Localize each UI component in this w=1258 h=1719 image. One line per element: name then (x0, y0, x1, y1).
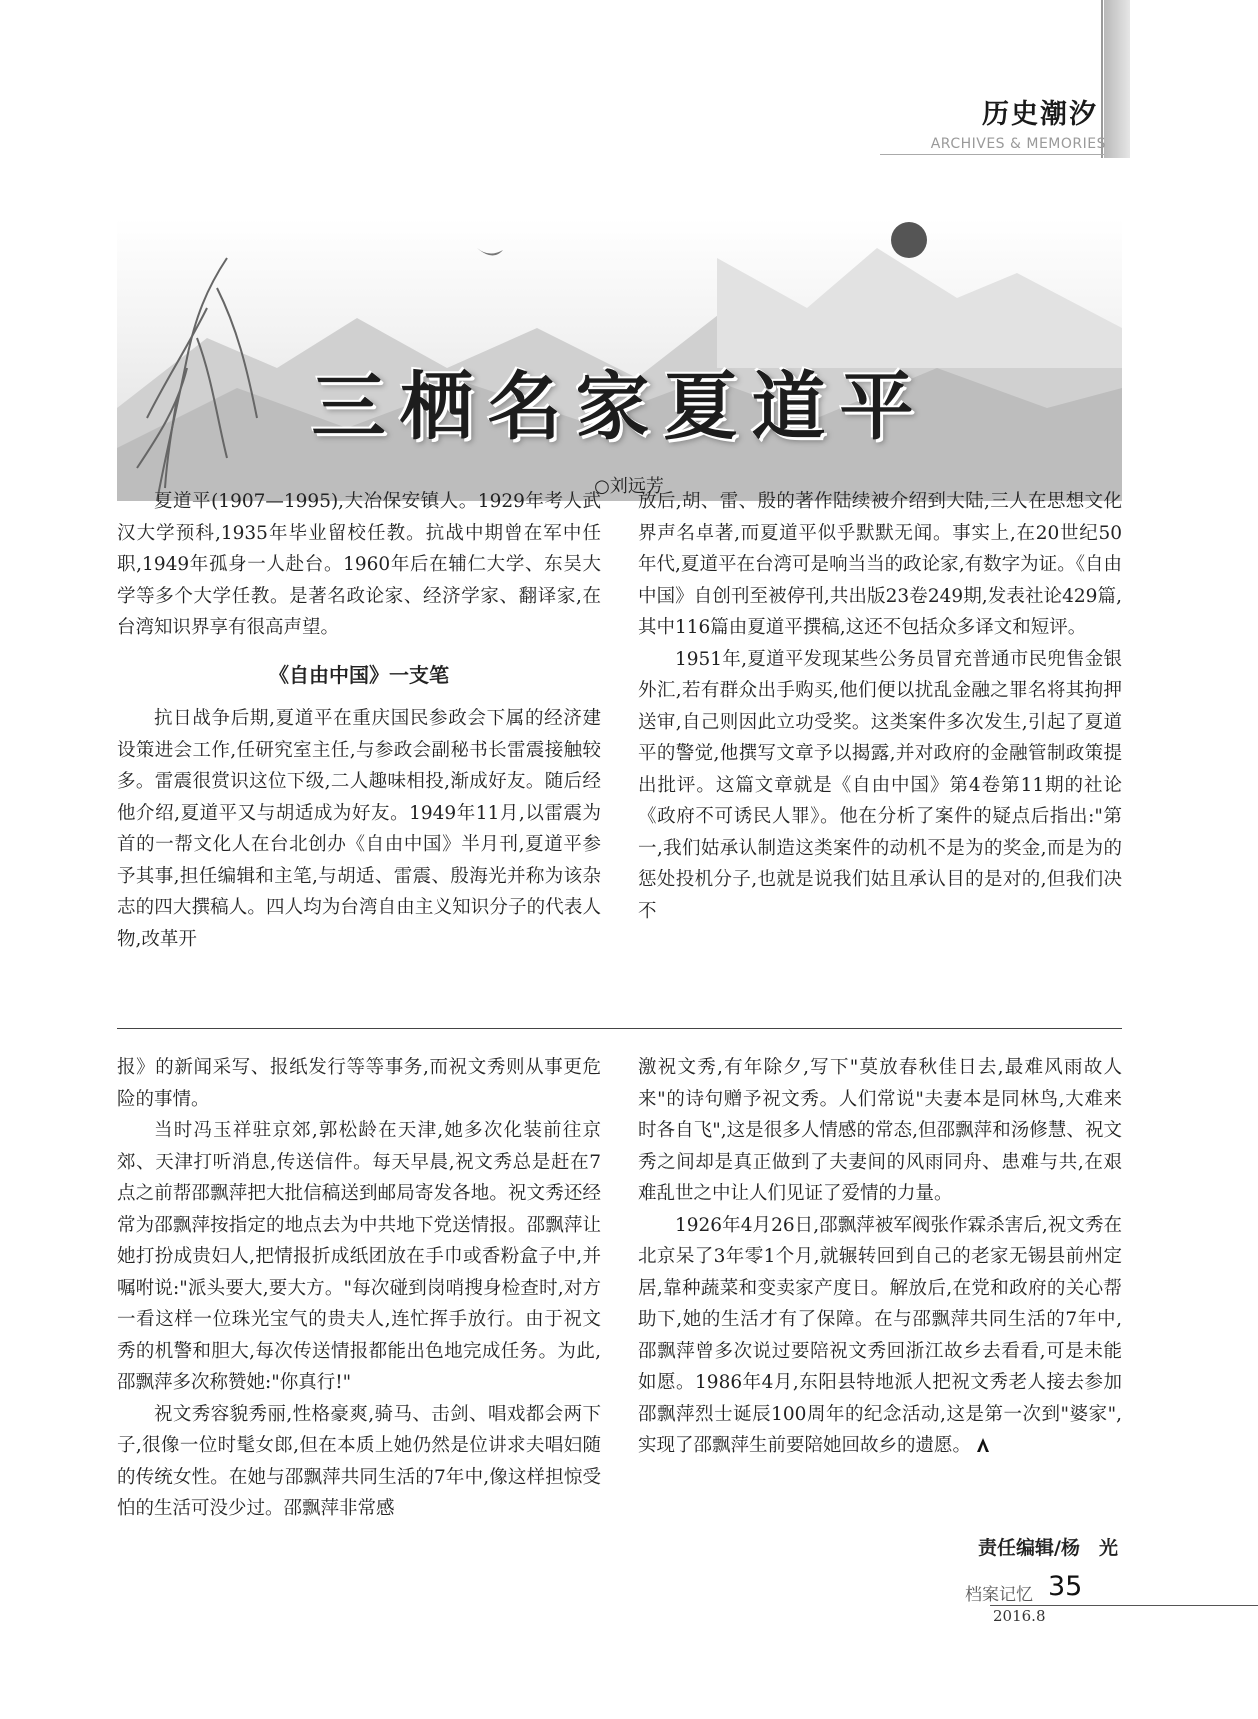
editor-credit: 责任编辑/杨 光 (978, 1537, 1118, 1559)
bottom-left-column (117, 1052, 601, 1525)
paragraph-text: 1926年4月26日,邵飘萍被军阀张作霖杀害后,祝文秀在北京呆了3年零1个月,就辗转回到自己的老家无锡县前州定居,靠种蔬菜和变卖家产度日。解放后,在党和政府的关心帮助下,她的生活才有了保障。在与邵飘萍共同生活的7年中,邵飘萍曾多次说过要陪祝文秀回浙江故乡去看看,可是未能如愿。1986年4月,东阳县特地派人把祝文秀老人接去参加邵飘萍烈士诞辰100周年的纪念活动,这是第一次到"婆家",实现了邵飘萍生前要陪她回故乡的遗愿。 (638, 1214, 1122, 1456)
issue-date: 2016.8 (993, 1607, 1046, 1625)
section-subhead: 《自由中国》一支笔 (269, 662, 449, 687)
top-right-column (638, 486, 1122, 927)
paragraph: 放后,胡、雷、殷的著作陆续被介绍到大陆,三人在思想文化界声名卓著,而夏道平似乎默默无闻。事实上,在20世纪50年代,夏道平在台湾可是响当当的政论家,有数字为证。《自由中国》自创刊至被停刊,共出版23卷249期,发表社论429篇,其中116篇由夏道平撰稿,这还不包括众多译文和短评。 (638, 491, 1122, 638)
column-divider-rule (117, 1028, 1122, 1029)
paragraph: 激祝文秀,有年除夕,写下"莫放春秋佳日去,最难风雨故人来"的诗句赠予祝文秀。人们常说"夫妻本是同林鸟,大难来时各自飞",这是很多人情感的常态,但邵飘萍和汤修慧、祝文秀之间却是真正做到了夫妻间的风雨同舟、患难与共,在艰难乱世之中让人们见证了爱情的力量。 (638, 1057, 1122, 1204)
bottom-right-column (638, 1052, 1122, 1462)
paragraph: 夏道平(1907—1995),大冶保安镇人。1929年考人武汉大学预科,1935年毕业留校任教。抗战中期曾在军中任职,1949年孤身一人赴台。1960年后在辅仁大学、东吴大学等多个大学任教。是著名政论家、经济学家、翻译家,在台湾知识界享有很高声望。 (117, 491, 601, 638)
crane-icon-2 (477, 248, 503, 256)
page-number: 35 (1048, 1571, 1083, 1602)
paragraph: 当时冯玉祥驻京郊,郭松龄在天津,她多次化装前往京郊、天津打听消息,传送信件。每天早晨,祝文秀总是赶在7点之前帮邵飘萍把大批信稿送到邮局寄发各地。祝文秀还经常为邵飘萍按指定的地点去为中共地下党送情报。邵飘萍让她打扮成贵妇人,把情报折成纸团放在手巾或香粉盒子中,并嘱咐说:"派头要大,要大方。"每次碰到岗哨搜身检查时,对方一看这样一位珠光宝气的贵夫人,连忙挥手放行。由于祝文秀的机警和胆大,每次传送情报都能出色地完成任务。为此,邵飘萍多次称赞她:"你真行!" (117, 1120, 601, 1393)
paragraph (638, 1210, 1122, 1462)
paragraph: 抗日战争后期,夏道平在重庆国民参政会下属的经济建设策进会工作,任研究室主任,与参政会副秘书长雷震接触较多。雷震很赏识这位下级,二人趣味相投,渐成好友。随后经他介绍,夏道平又与胡适成为好友。1949年11月,以雷震为首的一帮文化人在台北创办《自由中国》半月刊,夏道平参予其事,担任编辑和主笔,与胡适、雷震、殷海光并称为该杂志的四大撰稿人。四人均为台湾自由主义知识分子的代表人物,改革开 (117, 708, 601, 950)
header-rule (880, 154, 1104, 155)
byline: ○刘远芳 (594, 476, 664, 497)
header-edge-line (1101, 0, 1103, 158)
sun-icon (891, 222, 927, 258)
top-left-column (117, 486, 601, 955)
paragraph: 报》的新闻采写、报纸发行等等事务,而祝文秀则从事更危险的事情。 (117, 1057, 601, 1110)
paragraph: 1951年,夏道平发现某些公务员冒充普通市民兜售金银外汇,若有群众出手购买,他们便以扰乱金融之罪名将其拘押送审,自己则因此立功受奖。这类案件多次发生,引起了夏道平的警觉,他撰写文章予以揭露,并对政府的金融管制政策提出批评。这篇文章就是《自由中国》第4卷第11期的社论《政府不可诱民人罪》。他在分析了案件的疑点后指出:"第一,我们姑承认制造这类案件的动机不是为的奖金,而是为的惩处投机分子,也就是说我们姑且承认目的是对的,但我们决不 (638, 648, 1122, 922)
article-title: 三栖名家夏道平 (311, 364, 928, 450)
section-title: 历史潮汐 (982, 99, 1098, 130)
section-subtitle: ARCHIVES & MEMORIES (930, 136, 1106, 152)
title-banner (117, 218, 1122, 501)
header-edge-bar (1104, 0, 1130, 158)
paragraph: 祝文秀容貌秀丽,性格豪爽,骑马、击剑、唱戏都会两下子,很像一位时髦女郎,但在本质上她仍然是位讲求夫唱妇随的传统女性。在她与邵飘萍共同生活的7年中,像这样担惊受怕的生活可没少过。邵飘萍非常感 (117, 1403, 601, 1519)
footer-rule (990, 1605, 1258, 1606)
footer-magazine-name: 档案记忆 (965, 1585, 1033, 1605)
end-mark-icon (975, 1437, 991, 1453)
